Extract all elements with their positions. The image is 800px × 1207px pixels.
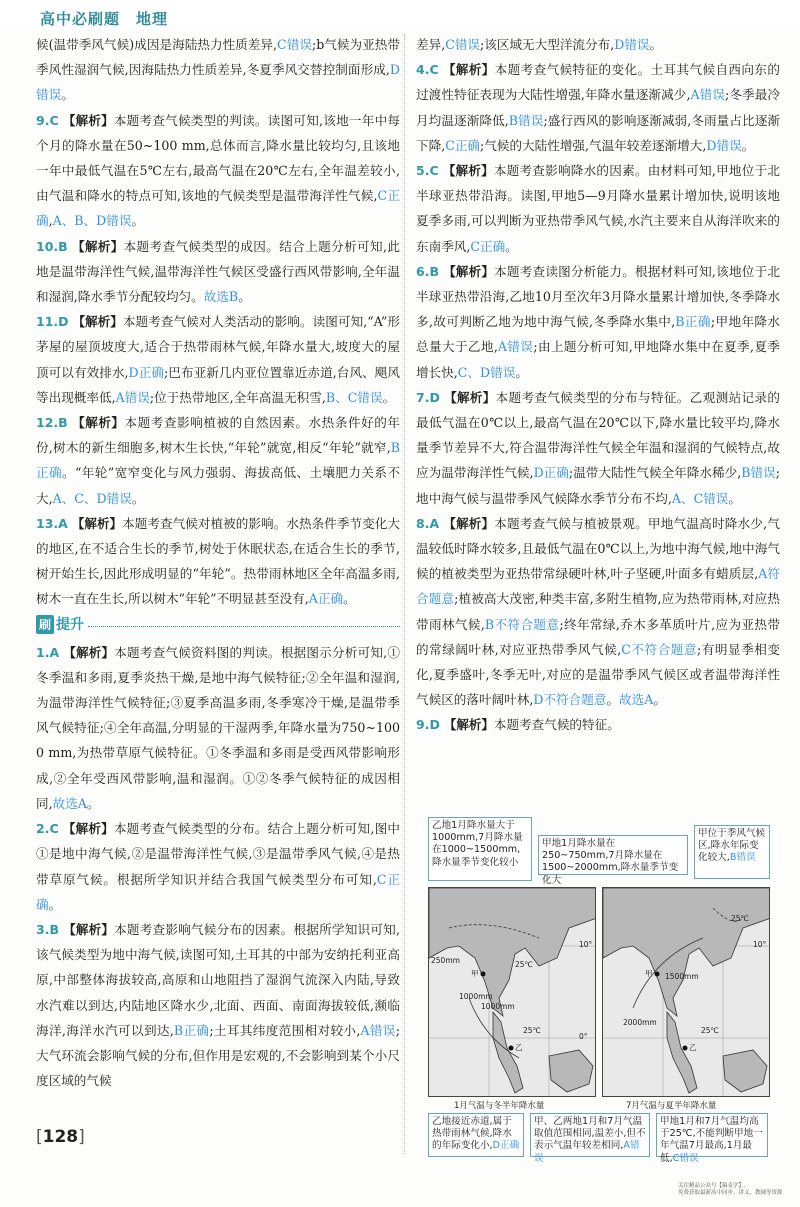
answer-item-s3: 3.B 【解析】本题考查影响气候分布的因素。根据所学知识可知,该气候类型为地中海气候,读图可知,土耳其的中部为安纳托利亚高原,中部整体海拔较高,高原和山地阻挡了湿润气流深入内陆,导致水汽难以到达,内陆地区降水少,北面、西面、南面海拔较低,濒临海洋,海洋水汽可以到达,B正确;土耳其纬度范围相对较小,A错误;大气环流会影响气候的分布,但作用是宏观的,不会影响到某个小尺度区域的气候	[36, 921, 400, 1089]
map-caption-january: 1月气温与冬半年降水量	[454, 1101, 545, 1111]
answer-item-12: 12.B 【解析】本题考查影响植被的自然因素。水热条件好的年份,树木的新生细胞多,树木生长快,“年轮”就宽,相反“年轮”就窄,B正确。“年轮”宽窄变化与风力强弱、海拔高低、土壤肥力关系不大,A、C、D错误。	[36, 415, 401, 506]
footer-note: 关注精品公众号【偏麦学】, 免费获取最新高中同步、讲义、教辅等资源	[678, 1183, 783, 1196]
book-title: 高中必刷题 地理	[40, 10, 169, 28]
label-10deg-b: 10°	[753, 940, 767, 949]
answer-item-7: 7.D 【解析】本题考查气候类型的分布与特征。乙观测站记录的最低气温在0℃以上,最高气温在20℃以下,降水量比较平均,降水量季节差异不大,符合温带海洋性气候全年温和湿润的气候特点,故应为温带海洋性气候,D正确;温带大陆性气候全年降水稀少,B错误;地中海气候与温带季风气候降水季节分布不均,A、C错误。	[416, 389, 780, 506]
left-column	[36, 32, 400, 1093]
answer-item-11: 11.D 【解析】本题考查气候对人类活动的影响。读图可知,“A”形茅屋的屋顶坡度大,适合于热带雨林气候,年降水量大,坡度大的屋顶可以有效排水,D正确;巴布亚新几内亚位置靠近赤道,台风、飓风等出现概率低,A错误;位于热带地区,全年高温无积雪,B、C错误。	[36, 314, 400, 405]
answer-item-9: 9.C 【解析】本题考查气候类型的判读。读图可知,该地一年中每个月的降水量在50~100 mm,总体而言,降水量比较均匀,且该地一年中最低气温在5℃左右,最高气温在20℃左右,全年温差较小,由气温和降水的特点可知,该地的气候类型是温带海洋性气候,C正确,A、B、D错误。	[36, 112, 400, 229]
label-25c-a: 25℃	[515, 960, 533, 969]
section-badge: 刷	[36, 615, 54, 634]
label-250mm: 250mm	[431, 956, 460, 965]
label-1000mm-a: 1000mm	[459, 992, 493, 1001]
page-number: [128]	[36, 1127, 85, 1147]
answer-item-4: 4.C 【解析】本题考查气候特征的变化。土耳其气候自西向东的过渡性特征表现为大陆性增强,年降水量逐渐减少,A错误;冬季最冷月均温逐渐降低,B错误;盛行西风的影响逐渐减弱,冬雨量占比逐渐下降,C正确;气候的大陆性增强,气温年较差逐渐增大,D错误。	[416, 62, 780, 153]
right-continuation: 差异,C错误;该区域无大型洋流分布,D错误。	[416, 37, 663, 52]
january-map-graphic	[429, 888, 596, 1097]
callout-jia-precipitation: 甲地1月降水量在250~750mm,7月降水量在1500~2000mm,降水量季节变化大	[538, 835, 688, 875]
answer-item-5: 5.C 【解析】本题考查影响降水的因素。由材料可知,甲地位于北半球亚热带沿海。读图,甲地5—9月降水量累计增加快,说明该地夏季多雨,可以判断为亚热带季风气候,水汽主要来自从海洋吹来的东南季风,C正确。	[416, 163, 780, 254]
label-1000mm-b: 1000mm	[481, 1002, 515, 1011]
label-10deg-a: 10°	[579, 940, 593, 949]
callout-jia-monsoon: 甲位于季风气候区,降水年际变化较大,B错误	[694, 825, 770, 879]
answer-item-13: 13.A 【解析】本题考查气候对植被的影响。水热条件季节变化大的地区,在不适合生长的季节,树处于休眠状态,在适合生长的季节,树开始生长,因此形成明显的“年轮”。热带雨林地区全年高温多雨,树木一直在生长,所以树木“年轮”不明显甚至没有,A正确。	[36, 515, 400, 607]
map-panel-january	[428, 887, 596, 1097]
label-yi-1: 乙	[515, 1043, 523, 1052]
callout-yi-equator: 乙地接近赤道,属于热带雨林气候,降水的年际变化小,D正确	[428, 1113, 524, 1157]
answer-item-s2: 2.C 【解析】本题考查气候类型的分布。结合上题分析可知,图中①是地中海气候,②是温带海洋性气候,③是温带季风气候,④是热带草原气候。根据所学知识并结合我国气候类型分布可知,C正确。	[36, 821, 400, 912]
section-title: 提升	[56, 617, 85, 634]
right-column	[416, 32, 780, 738]
callout-yi-precipitation: 乙地1月降水量大于1000mm,7月降水量在1000~1500mm,降水量季节变化较小	[428, 817, 532, 881]
label-0deg: 0°	[579, 1032, 588, 1041]
page-header	[0, 0, 800, 30]
answer-item-8: 8.A 【解析】本题考查气候与植被景观。甲地气温高时降水少,气温较低时降水较多,且最低气温在0℃以上,为地中海气候,地中海气候的植被类型为亚热带常绿硬叶林,叶子坚硬,叶面多有蜡质层,A符合题意;植被高大茂密,种类丰富,多附生植物,应为热带雨林,对应热带雨林气候,B不符合题意;终年常绿,乔木多革质叶片,应为亚热带的常绿阔叶林,对应亚热带季风气候,C不符合题意;有明显季相变化,夏季盛叶,冬季无叶,对应的是温带季风气候区或者温带海洋性气候区的落叶阔叶林,D不符合题意。故选A。	[416, 515, 780, 708]
label-1500mm: 1500mm	[665, 972, 699, 981]
label-25c-b: 25℃	[523, 1026, 541, 1035]
column-divider	[404, 34, 405, 1154]
label-jia-1: 甲	[471, 969, 479, 978]
map-caption-july: 7月气温与夏半年降水量	[626, 1101, 717, 1111]
label-2000mm: 2000mm	[623, 1018, 657, 1027]
label-25c-d: 25℃	[701, 1026, 719, 1035]
answer-item-9-right: 9.D 【解析】本题考查气候的特征。	[416, 717, 620, 733]
section-rule	[88, 626, 400, 627]
map-panel-july	[602, 887, 770, 1097]
label-25c-c: 25℃	[731, 914, 749, 923]
answer-item-6: 6.B 【解析】本题考查读图分析能力。根据材料可知,该地位于北半球亚热带沿海,乙地10月至次年3月降水量累计增加快,冬季降水多,故可判断乙地为地中海气候,冬季降水集中,B正确;甲地年降水总量大于乙地,A错误;由上题分析可知,甲地降水集中在夏季,夏季增长快,C、D错误。	[416, 263, 780, 380]
answer-item-10: 10.B 【解析】本题考查气候类型的成因。结合上题分析可知,此地是温带海洋性气候,温带海洋性气候区受盛行西风带影响,全年温和湿润,降水季节分配较均匀。故选B。	[36, 238, 400, 305]
callout-jia-temperature: 甲地1月和7月气温均高于25℃,不能判断甲地一年气温7月最高,1月最低,C错误	[656, 1113, 768, 1157]
label-yi-2: 乙	[689, 1043, 697, 1052]
callout-temperature-range: 甲、乙两地1月和7月气温取值范围相同,温差小,但不表示气温年较差相同,A错误	[530, 1113, 650, 1157]
section-heading-improve	[36, 614, 400, 638]
label-jia-2: 甲	[645, 969, 653, 978]
left-continuation: 候(温带季风气候)成因是海陆热力性质差异,C错误;b气候为亚热带季风性湿润气候,因海陆热力性质差异,冬夏季风交替控制面形成,D错误。	[36, 37, 400, 103]
climate-map-figure	[426, 815, 771, 1164]
answer-item-s1: 1.A 【解析】本题考查气候资料图的判读。根据图示分析可知,①冬季温和多雨,夏季炎热干燥,是地中海气候特征;②全年温和湿润,为温带海洋性气候特征;③夏季高温多雨,冬季寒冷干燥,是温带季风气候特征;④全年高温,分明显的干湿两季,年降水量为750~1000 mm,为热带草原气候特征。①冬季温和多雨是受西风带影响形成,②全年受西风带影响,温和湿润。①②冬季气候特征的成因相同,故选A。	[36, 644, 400, 811]
